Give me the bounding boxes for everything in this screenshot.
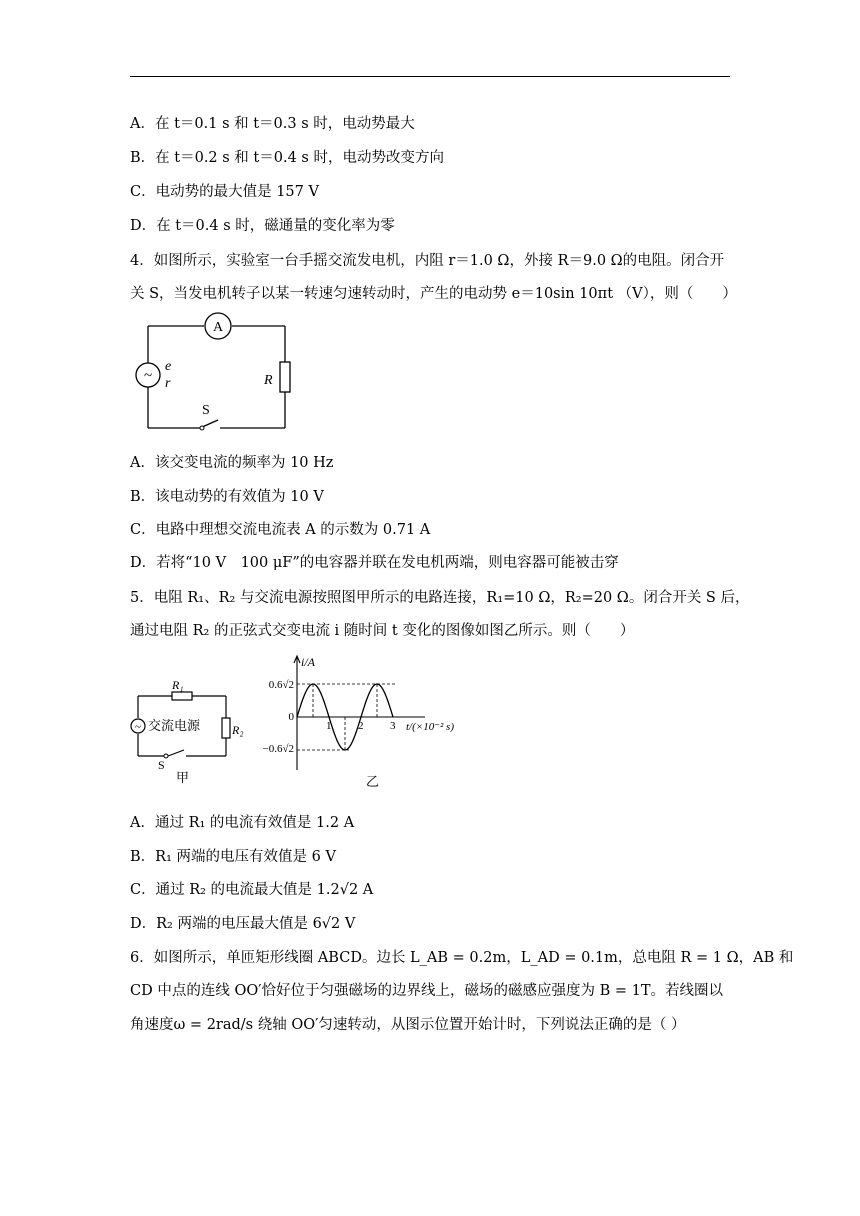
- origin-label: 0: [288, 711, 294, 723]
- q4-stem-line1: 4．如图所示，实验室一台手摇交流发电机，内阻 r＝1.0 Ω，外接 R＝9.0 Ω的电阻。闭合开: [130, 253, 725, 269]
- q5-option-c: C．通过 R₂ 的电流最大值是 1.2√2 A: [130, 882, 374, 898]
- figure-caption-jia: 甲: [176, 770, 190, 785]
- r2-symbol: [222, 718, 230, 738]
- q5-option-b: B．R₁ 两端的电压有效值是 6 V: [130, 849, 336, 865]
- figure-caption-yi: 乙: [366, 774, 380, 789]
- q5-stem-line2: 通过电阻 R₂ 的正弦式交变电流 i 随时间 t 变化的图像如图乙所示。则（ ）: [130, 623, 635, 639]
- q5-current-graph: [250, 652, 480, 792]
- switch-label: S: [158, 758, 165, 772]
- switch-label: S: [202, 403, 210, 418]
- q4-option-b: B．该电动势的有效值为 10 V: [130, 489, 324, 505]
- y-axis-label: i/A: [301, 655, 315, 669]
- y-tick-negative: −0.6√2: [262, 743, 294, 755]
- q6-line1: 6．如图所示，单匝矩形线圈 ABCD。边长 L_AB = 0.2m，L_AD = 0.1m，总电阻 R = 1 Ω，AB 和: [130, 950, 794, 966]
- source-tilde: ~: [135, 721, 141, 733]
- r2-label: R₂: [232, 723, 244, 737]
- r1-symbol: [172, 692, 192, 700]
- q3-option-d: D．在 t＝0.4 s 时，磁通量的变化率为零: [130, 218, 395, 234]
- x-axis-label: t/(×10⁻² s): [406, 721, 454, 733]
- q3-option-c: C．电动势的最大值是 157 V: [130, 184, 319, 200]
- x-tick-label: 1: [326, 720, 332, 732]
- y-tick-positive: 0.6√2: [268, 679, 294, 691]
- x-tick-label: 3: [390, 720, 396, 732]
- source-label: 交流电源: [148, 718, 201, 733]
- r1-label: R₁: [172, 678, 184, 692]
- q6-line2: CD 中点的连线 OO′恰好位于匀强磁场的边界线上，磁场的磁感应强度为 B = 1T。若线圈以: [130, 983, 724, 999]
- q3-option-b: B．在 t＝0.2 s 和 t＝0.4 s 时，电动势改变方向: [130, 150, 444, 166]
- ammeter-label: A: [212, 320, 224, 335]
- q4-option-c: C．电路中理想交流电流表 A 的示数为 0.71 A: [130, 522, 431, 538]
- q4-option-a: A．该交变电流的频率为 10 Hz: [130, 455, 334, 471]
- source-tilde: ~: [143, 368, 153, 384]
- q4-circuit-figure: [130, 308, 310, 438]
- q4-stem-line2: 关 S，当发电机转子以某一转速匀速转动时，产生的电动势 e＝10sin 10πt （V），则（ ）: [130, 286, 737, 302]
- emf-label: e: [165, 359, 172, 374]
- resistor-symbol: [280, 362, 290, 392]
- header-rule: [130, 76, 730, 77]
- x-tick-label: 2: [358, 720, 364, 732]
- q3-option-a: A．在 t＝0.1 s 和 t＝0.3 s 时，电动势最大: [130, 116, 415, 132]
- resistor-label: R: [264, 373, 273, 388]
- internal-resistance-label: r: [165, 376, 171, 391]
- q5-option-a: A．通过 R₁ 的电流有效值是 1.2 A: [130, 815, 355, 831]
- q4-option-d: D．若将“10 V 100 μF”的电容器并联在发电机两端，则电容器可能被击穿: [130, 555, 619, 571]
- q6-line3: 角速度ω = 2rad/s 绕轴 OO′匀速转动，从图示位置开始计时，下列说法正确的是（ ）: [130, 1017, 686, 1033]
- q5-circuit-figure: [128, 676, 258, 786]
- q5-stem-line1: 5．电阻 R₁、R₂ 与交流电源按照图甲所示的电路连接，R₁=10 Ω，R₂=20 Ω。闭合开关 S 后，: [130, 590, 750, 606]
- q5-option-d: D．R₂ 两端的电压最大值是 6√2 V: [130, 916, 356, 932]
